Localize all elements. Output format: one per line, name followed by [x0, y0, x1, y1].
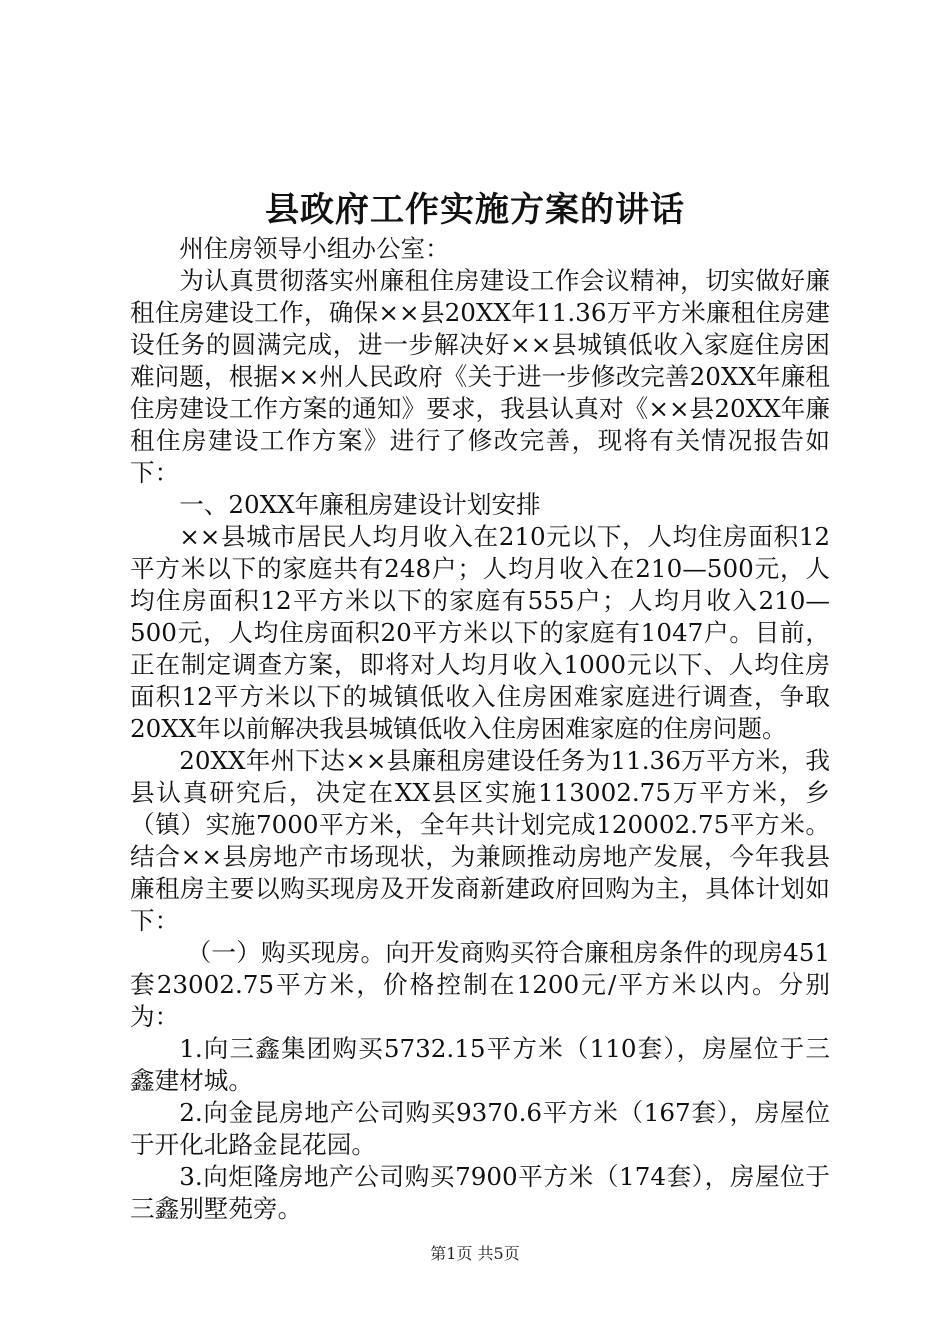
intro-paragraph: 为认真贯彻落实州廉租住房建设工作会议精神，切实做好廉租住房建设工作，确保××县20XX年11.36万平方米廉租住房建设任务的圆满完成，进一步解决好××县城镇低收入家庭住房困难问题，根据××州人民政府《关于进一步修改完善20XX年廉租住房建设工作方案的通知》要求，我县认真对《××县20XX年廉租住房建设工作方案》进行了修改完善，现将有关情况报告如下：	[130, 266, 830, 487]
body-paragraph: 20XX年州下达××县廉租房建设任务为11.36万平方米，我县认真研究后，决定在XX县区实施113002.75万平方米，乡（镇）实施7000平方米，全年共计划完成120002.75平方米。结合××县房地产市场现状，为兼顾推动房地产发展，今年我县廉租房主要以购买现房及开发商新建政府回购为主，具体计划如下：	[130, 746, 830, 935]
document-title: 县政府工作实施方案的讲话	[265, 190, 685, 230]
page-number: 第1页 共5页	[430, 1244, 520, 1263]
body-paragraph: ××县城市居民人均月收入在210元以下，人均住房面积12平方米以下的家庭共有248户；人均月收入在210—500元，人均住房面积12平方米以下的家庭有555户；人均月收入210—500元，人均住房面积20平方米以下的家庭有1047户。目前，正在制定调查方案，即将对人均月收入1000元以下、人均住房面积12平方米以下的城镇低收入住房困难家庭进行调查，争取20XX年以前解决我县城镇低收入住房困难家庭的住房问题。	[130, 522, 830, 743]
list-item: 1.向三鑫集团购买5732.15平方米（110套），房屋位于三鑫建材城。	[130, 1034, 830, 1095]
list-item: 2.向金昆房地产公司购买9370.6平方米（167套），房屋位于开化北路金昆花园。	[130, 1098, 830, 1159]
subsection-paragraph: （一）购买现房。向开发商购买符合廉租房条件的现房451套23002.75平方米，价格控制在1200元/平方米以内。分别为：	[130, 938, 830, 1031]
list-item: 3.向炬隆房地产公司购买7900平方米（174套），房屋位于三鑫别墅苑旁。	[130, 1162, 830, 1223]
section-heading: 一、20XX年廉租房建设计划安排	[179, 490, 541, 519]
salutation: 州住房领导小组办公室：	[179, 234, 450, 263]
document-body	[130, 233, 830, 1225]
